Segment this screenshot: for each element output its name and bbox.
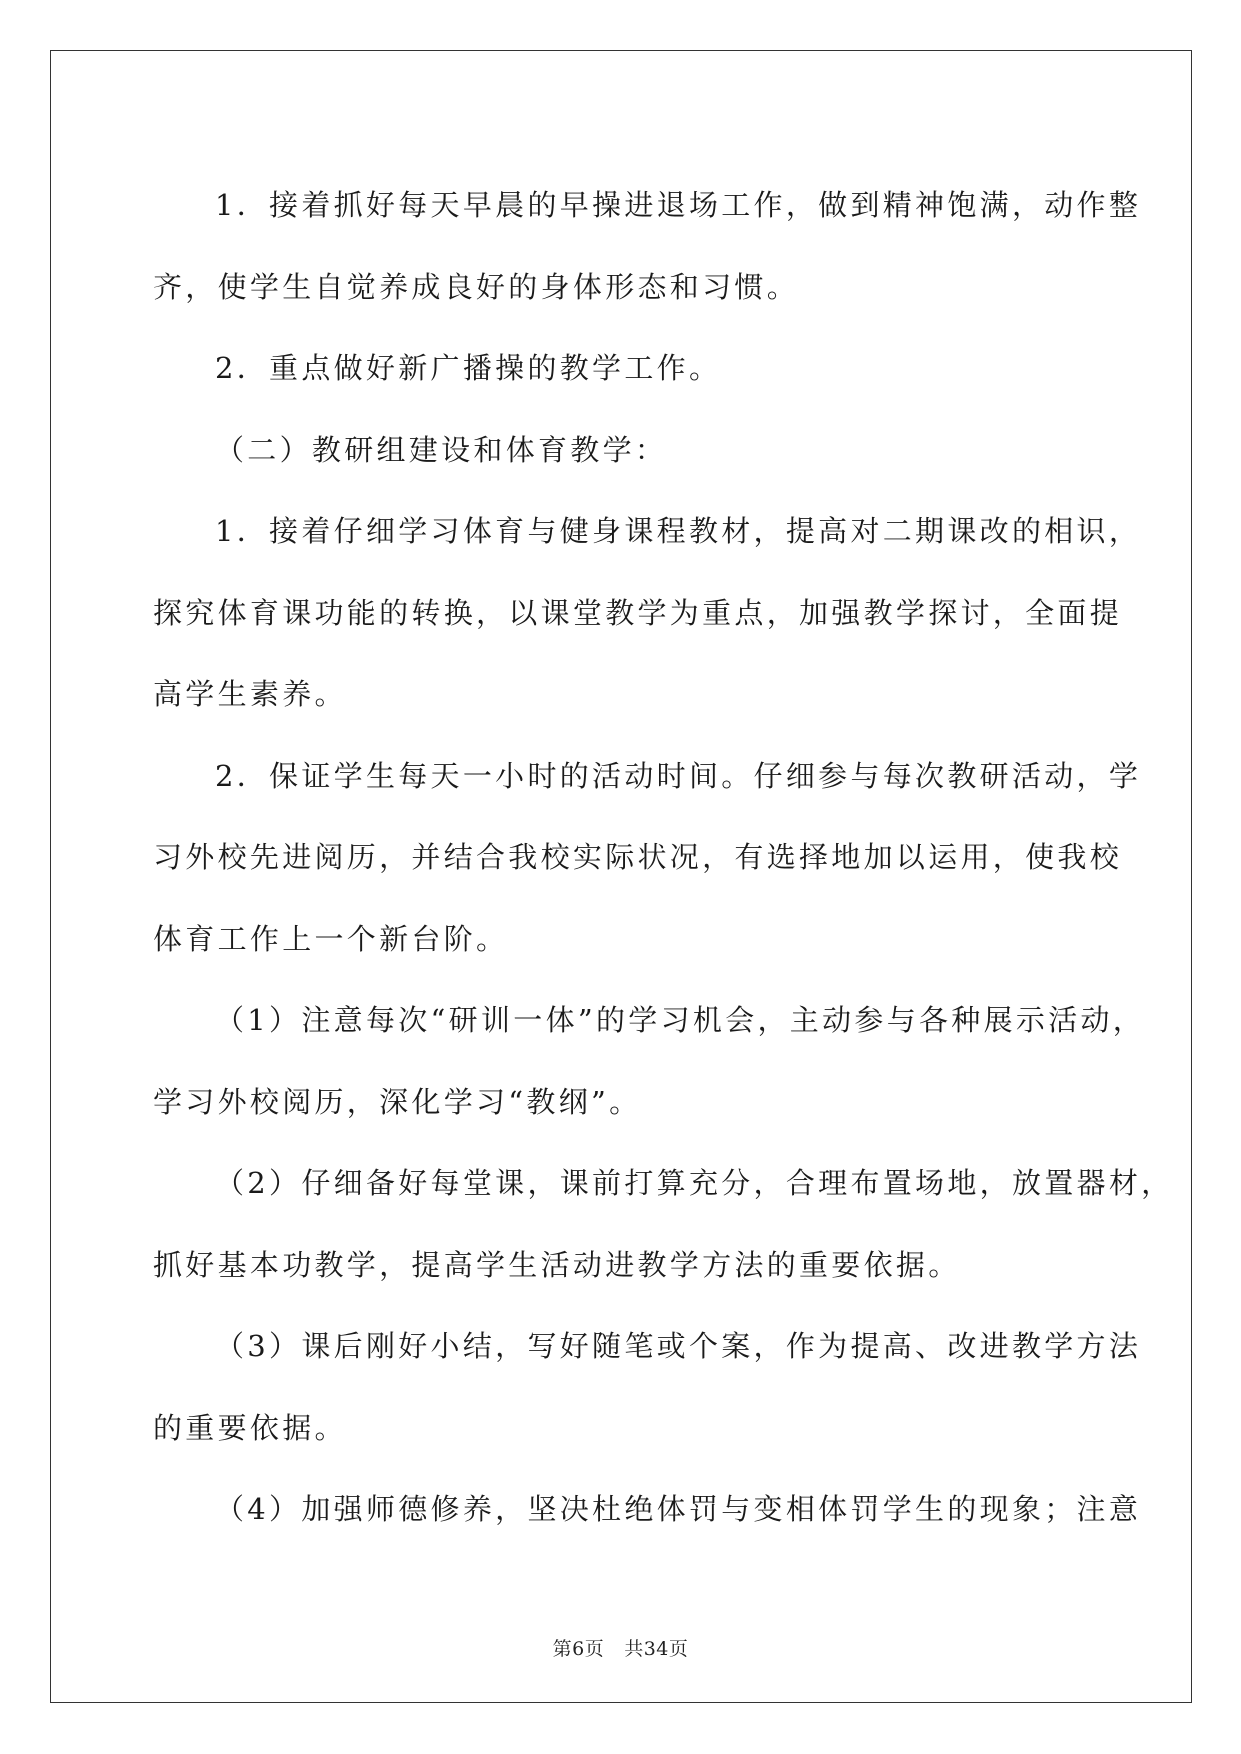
text-line: （2）仔细备好每堂课，课前打算充分，合理布置场地，放置器材， [215, 1166, 1174, 1200]
text-line: 2．重点做好新广播操的教学工作。 [215, 351, 722, 385]
paragraph-2 [153, 328, 1093, 410]
paragraph-1 [153, 165, 1142, 328]
text-line: 习外校先进阅历，并结合我校实际状况，有选择地加以运用，使我校 [153, 840, 1123, 874]
document-body [153, 165, 1174, 1551]
section-heading [153, 410, 1093, 492]
paragraph-4 [153, 736, 1142, 981]
text-line: 1．接着抓好每天早晨的早操进退场工作，做到精神饱满，动作整 [215, 188, 1142, 222]
text-line: （4）加强师德修养，坚决杜绝体罚与变相体罚学生的现象；注意 [215, 1492, 1142, 1526]
text-line: 抓好基本功教学，提高学生活动进教学方法的重要依据。 [153, 1247, 961, 1282]
page-footer [0, 1634, 1241, 1661]
text-line: （3）课后刚好小结，写好随笔或个案，作为提高、改进教学方法 [215, 1329, 1142, 1363]
text-line: 的重要依据。 [153, 1410, 347, 1445]
total-pages: 共34页 [624, 1638, 689, 1660]
text-line: 2．保证学生每天一小时的活动时间。仔细参与每次教研活动，学 [215, 758, 1142, 793]
text-line: 学习外校阅历，深化学习“教纲”。 [153, 1084, 642, 1119]
text-line: 体育工作上一个新台阶。 [153, 921, 509, 956]
text-line: 高学生素养。 [153, 677, 347, 711]
paragraph-3 [153, 491, 1142, 736]
text-line: 探究体育课功能的转换，以课堂教学为重点，加强教学探讨，全面提 [153, 595, 1123, 630]
paragraph-5 [153, 980, 1146, 1143]
text-line: 1．接着仔细学习体育与健身课程教材，提高对二期课改的相识， [215, 514, 1142, 548]
text-line: 齐，使学生自觉养成良好的身体形态和习惯。 [153, 269, 800, 304]
page-number: 第6页 [552, 1638, 605, 1660]
paragraph-8 [153, 1469, 1142, 1551]
text-line: （1）注意每次“研训一体”的学习机会，主动参与各种展示活动， [215, 1003, 1146, 1037]
paragraph-7 [153, 1306, 1142, 1469]
text-line: （二）教研组建设和体育教学： [215, 432, 668, 467]
paragraph-6 [153, 1143, 1174, 1306]
